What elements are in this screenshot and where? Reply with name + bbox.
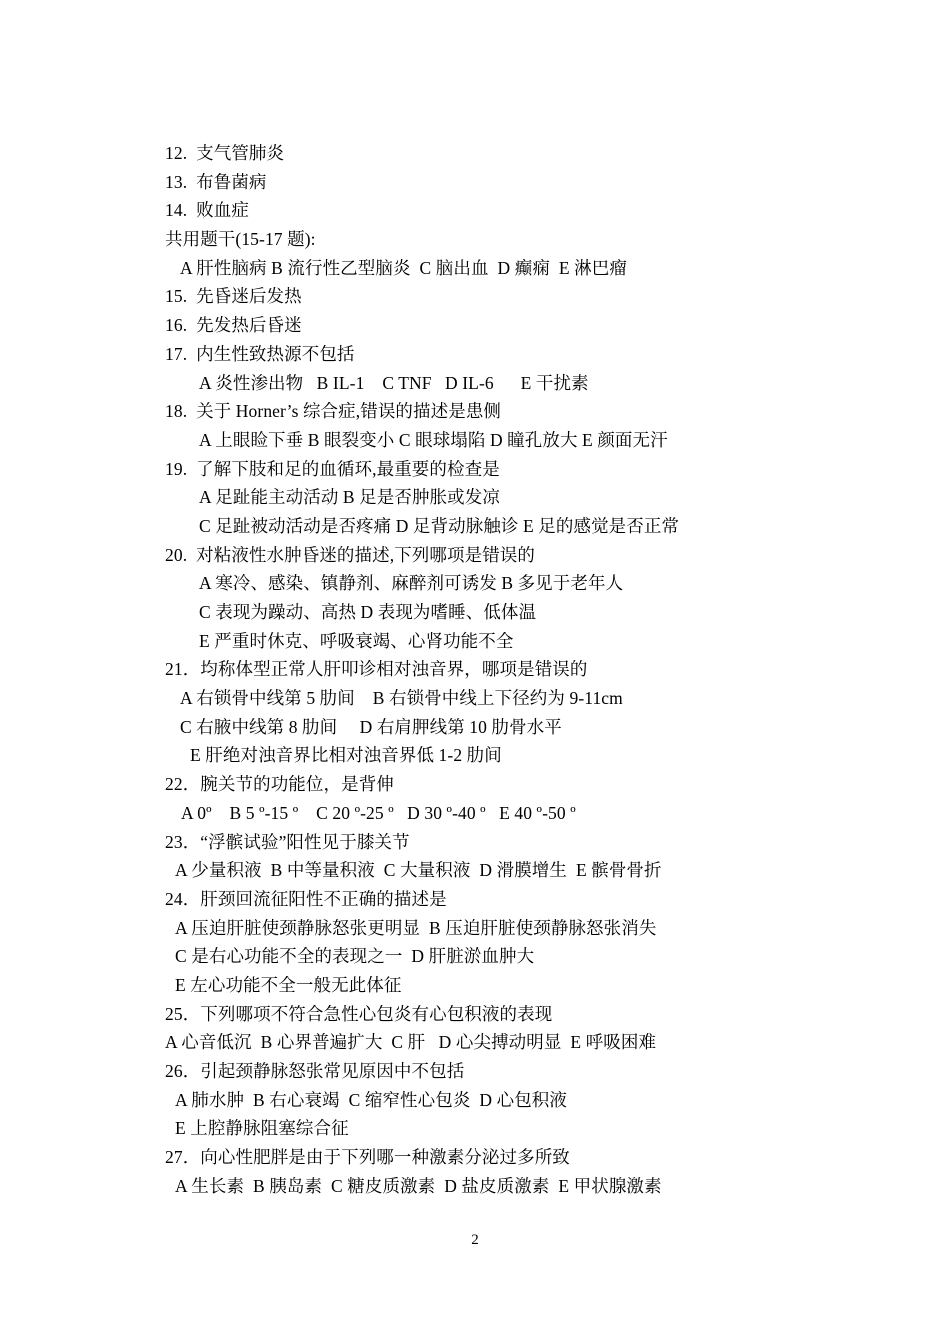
question-27-options: A 生长素 B 胰岛素 C 糖皮质激素 D 盐皮质激素 E 甲状腺激素	[175, 1175, 662, 1196]
question-19: 19. 了解下肢和足的血循环,最重要的检查是	[165, 458, 500, 479]
question-23: 23．“浮髌试验”阳性见于膝关节	[165, 831, 410, 852]
question-20-options-c-d: C 表现为躁动、高热 D 表现为嗜睡、低体温	[199, 602, 537, 622]
question-23-options: A 少量积液 B 中等量积液 C 大量积液 D 滑膜增生 E 髌骨骨折	[175, 860, 662, 881]
question-17-options: A 炎性渗出物 B IL-1 C TNF D IL-6 E 干扰素	[199, 372, 589, 393]
shared-stem-heading: 共用题干(15-17 题):	[165, 229, 316, 250]
question-25: 25．下列哪项不符合急性心包炎有心包积液的表现	[165, 1003, 553, 1024]
question-21-option-e: E 肝绝对浊音界比相对浊音界低 1-2 肋间	[190, 745, 502, 766]
question-22: 22．腕关节的功能位，是背伸	[165, 774, 394, 795]
question-21-options-a-b: A 右锁骨中线第 5 肋间 B 右锁骨中线上下径约为 9-11cm	[180, 688, 623, 709]
question-24-options-a-b: A 压迫肝脏使颈静脉怒张更明显 B 压迫肝脏使颈静脉怒张消失	[175, 917, 657, 938]
question-16: 16. 先发热后昏迷	[165, 315, 302, 336]
question-20-option-e: E 严重时休克、呼吸衰竭、心肾功能不全	[199, 630, 514, 651]
question-24-options-c-d: C 是右心功能不全的表现之一 D 肝脏淤血肿大	[175, 946, 535, 967]
page-number: 2	[471, 1232, 479, 1248]
question-27: 27．向心性肥胖是由于下列哪一种激素分泌过多所致	[165, 1147, 570, 1168]
question-12: 12. 支气管肺炎	[165, 143, 285, 163]
question-19-options-c-e: C 足趾被动活动是否疼痛 D 足背动脉触诊 E 足的感觉是否正常	[199, 515, 680, 536]
question-18: 18. 关于 Horner’s 综合症,错误的描述是患侧	[165, 401, 502, 422]
question-21-options-c-d: C 右腋中线第 8 肋间 D 右肩胛线第 10 肋骨水平	[180, 716, 562, 737]
shared-stem-options: A 肝性脑病 B 流行性乙型脑炎 C 脑出血 D 癫痫 E 淋巴瘤	[180, 257, 627, 278]
question-21: 21．均称体型正常人肝叩诊相对浊音界，哪项是错误的	[165, 659, 588, 680]
question-24: 24．肝颈回流征阳性不正确的描述是	[165, 888, 447, 909]
question-13: 13. 布鲁菌病	[165, 171, 267, 192]
question-24-option-e: E 左心功能不全一般无此体征	[175, 974, 402, 995]
question-26-options-a-d: A 肺水肿 B 右心衰竭 C 缩窄性心包炎 D 心包积液	[175, 1089, 568, 1110]
question-26-option-e: E 上腔静脉阻塞综合征	[175, 1118, 349, 1139]
question-17: 17. 内生性致热源不包括	[165, 343, 355, 364]
question-list	[165, 139, 785, 1200]
question-19-options-a-b: A 足趾能主动活动 B 足是否肿胀或发凉	[199, 487, 500, 508]
question-25-options: A 心音低沉 B 心界普遍扩大 C 肝 D 心尖搏动明显 E 呼吸困难	[165, 1032, 657, 1053]
question-20: 20. 对粘液性水肿昏迷的描述,下列哪项是错误的	[165, 544, 535, 565]
question-20-options-a-b: A 寒冷、感染、镇静剂、麻醉剂可诱发 B 多见于老年人	[199, 573, 624, 594]
question-26: 26．引起颈静脉怒张常见原因中不包括	[165, 1061, 465, 1081]
question-22-options: A 0º B 5 º-15 º C 20 º-25 º D 30 º-40 º E 40 º-50 º	[181, 802, 576, 823]
question-15: 15. 先昏迷后发热	[165, 286, 302, 307]
question-14: 14. 败血症	[165, 200, 249, 221]
question-18-options: A 上眼睑下垂 B 眼裂变小 C 眼球塌陷 D 瞳孔放大 E 颜面无汗	[199, 429, 668, 450]
